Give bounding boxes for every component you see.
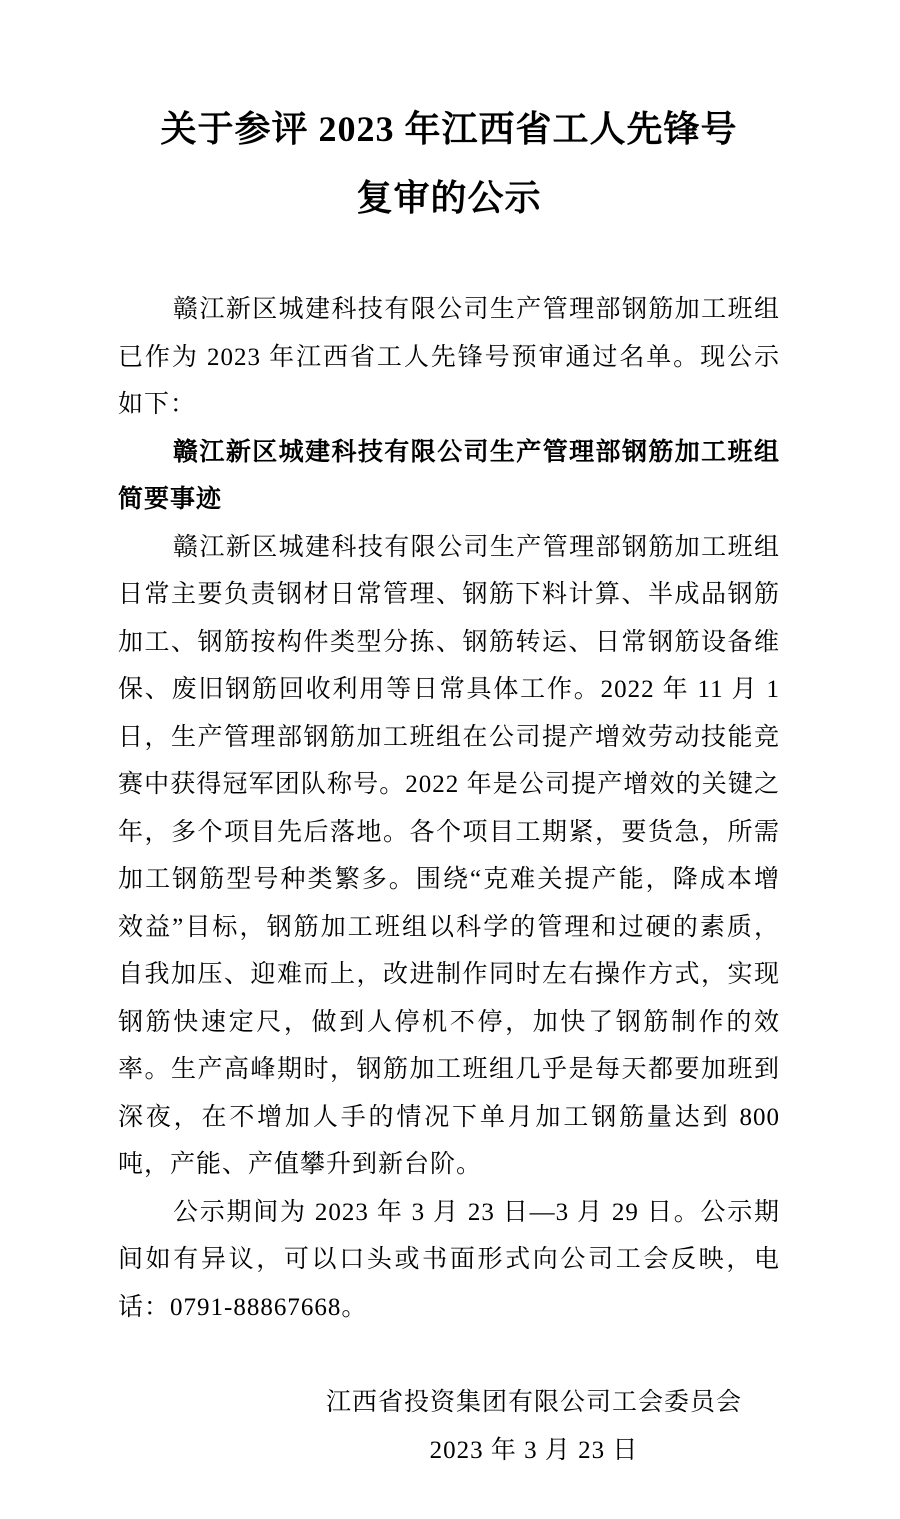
document-body xyxy=(118,286,780,1331)
document-title-line-1: 关于参评 2023 年江西省工人先锋号 xyxy=(160,109,738,149)
document-title-line-2: 复审的公示 xyxy=(356,178,542,218)
paragraph-body: 赣江新区城建科技有限公司生产管理部钢筋加工班组日常主要负责钢材日常管理、钢筋下料计算、半成品钢筋加工、钢筋按构件类型分拣、钢筋转运、日常钢筋设备维保、废旧钢筋回收利用等日常具体工作。2022 年 11 月 1 日，生产管理部钢筋加工班组在公司提产增效劳动技能竞赛中获得冠军团队称号。2022 年是公司提产增效的关键之年，多个项目先后落地。各个项目工期紧，要货急，所需加工钢筋型号种类繁多。围绕“克难关提产能，降成本增效益”目标，钢筋加工班组以科学的管理和过硬的素质，自我加压、迎难而上，改进制作同时左右操作方式，实现钢筋快速定尺，做到人停机不停，加快了钢筋制作的效率。生产高峰期时，钢筋加工班组几乎是每天都要加班到深夜，在不增加人手的情况下单月加工钢筋量达到 800 吨，产能、产值攀升到新台阶。 xyxy=(118,533,780,1178)
document-title xyxy=(118,95,780,233)
signature-date: 2023 年 3 月 23 日 xyxy=(429,1436,639,1464)
paragraph-notice: 公示期间为 2023 年 3 月 23 日—3 月 29 日。公示期间如有异议，可以口头或书面形式向公司工会反映，电话：0791-88867668。 xyxy=(118,1198,780,1321)
section-heading: 赣江新区城建科技有限公司生产管理部钢筋加工班组简要事迹 xyxy=(118,437,780,513)
signature-inner xyxy=(326,1379,742,1474)
signature-organization: 江西省投资集团有限公司工会委员会 xyxy=(325,1389,742,1416)
signature-block xyxy=(118,1379,780,1474)
paragraph-intro: 赣江新区城建科技有限公司生产管理部钢筋加工班组已作为 2023 年江西省工人先锋号预审通过名单。现公示如下： xyxy=(118,296,780,418)
